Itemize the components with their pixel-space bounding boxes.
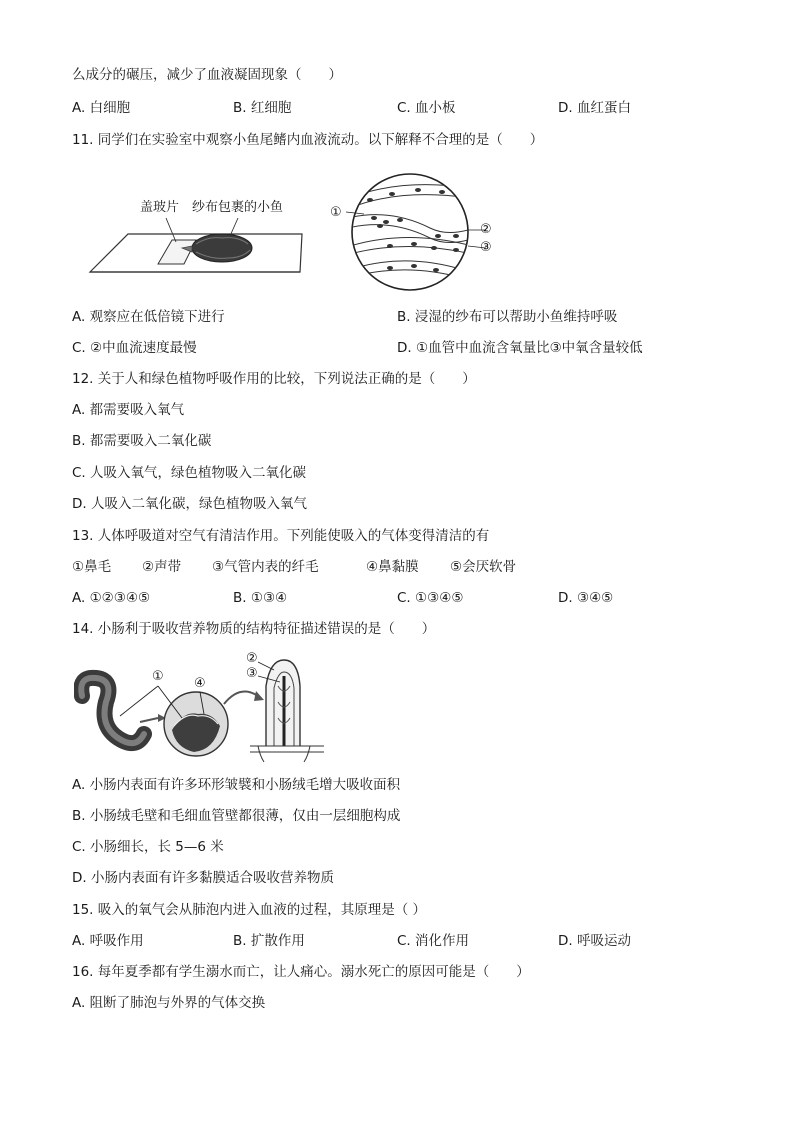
q10-option-c[interactable]: C. 血小板 xyxy=(397,100,456,116)
microscope-field-illustration xyxy=(330,168,500,296)
q14-option-d[interactable]: D. 小肠内表面有许多黏膜适合吸收营养物质 xyxy=(72,870,334,886)
q14-option-a[interactable]: A. 小肠内表面有许多环形皱襞和小肠绒毛增大吸收面积 xyxy=(72,777,401,793)
q13-option-d[interactable]: D. ③④⑤ xyxy=(558,590,614,606)
q16-stem: 16. 每年夏季都有学生溺水而亡，让人痛心。溺水死亡的原因可能是（ ） xyxy=(72,964,530,980)
q12-option-c[interactable]: C. 人吸入氧气，绿色植物吸入二氧化碳 xyxy=(72,465,307,481)
q13-item-2: ②声带 xyxy=(142,559,182,575)
q15-stem: 15. 吸入的氧气会从肺泡内进入血液的过程，其原理是（ ） xyxy=(72,902,427,918)
q15-option-b[interactable]: B. 扩散作用 xyxy=(233,933,305,949)
q15-option-d[interactable]: D. 呼吸运动 xyxy=(558,933,631,949)
q15-option-a[interactable]: A. 呼吸作用 xyxy=(72,933,144,949)
q12-option-a[interactable]: A. 都需要吸入氧气 xyxy=(72,402,185,418)
q11-option-c[interactable]: C. ②中血流速度最慢 xyxy=(72,340,197,356)
marker-2: ② xyxy=(246,651,258,666)
q11-option-d[interactable]: D. ①血管中血流含氧量比③中氧含量较低 xyxy=(397,340,643,356)
marker-3: ③ xyxy=(480,240,492,255)
q16-option-a[interactable]: A. 阻断了肺泡与外界的气体交换 xyxy=(72,995,266,1011)
q10-stem-tail: 么成分的碾压，减少了血液凝固现象（ ） xyxy=(72,67,342,83)
q15-option-c[interactable]: C. 消化作用 xyxy=(397,933,470,949)
q12-stem: 12. 关于人和绿色植物呼吸作用的比较，下列说法正确的是（ ） xyxy=(72,371,476,387)
marker-4: ④ xyxy=(194,676,206,691)
intestine-illustration xyxy=(74,646,336,764)
q13-item-4: ④鼻黏膜 xyxy=(366,559,419,575)
q14-option-b[interactable]: B. 小肠绒毛壁和毛细血管壁都很薄，仅由一层细胞构成 xyxy=(72,808,401,824)
q11-microscope-figure xyxy=(330,168,500,296)
q11-option-a[interactable]: A. 观察应在低倍镜下进行 xyxy=(72,309,225,325)
marker-1: ① xyxy=(330,205,342,220)
marker-2: ② xyxy=(480,222,492,237)
marker-1: ① xyxy=(152,669,164,684)
q14-intestine-figure xyxy=(74,646,336,764)
q12-option-b[interactable]: B. 都需要吸入二氧化碳 xyxy=(72,433,212,449)
fish-label: 纱布包裹的小鱼 xyxy=(192,200,284,215)
coverslip-label: 盖玻片 xyxy=(140,200,180,215)
q11-slide-figure xyxy=(88,190,308,280)
q13-option-b[interactable]: B. ①③④ xyxy=(233,590,288,606)
q13-item-3: ③气管内表的纤毛 xyxy=(212,559,319,575)
q13-option-a[interactable]: A. ①②③④⑤ xyxy=(72,590,151,606)
q13-item-5: ⑤会厌软骨 xyxy=(450,559,517,575)
q14-option-c[interactable]: C. 小肠细长，长 5—6 米 xyxy=(72,839,224,855)
q12-option-d[interactable]: D. 人吸入二氧化碳，绿色植物吸入氧气 xyxy=(72,496,307,512)
q10-option-d[interactable]: D. 血红蛋白 xyxy=(558,100,631,116)
q11-stem: 11. 同学们在实验室中观察小鱼尾鳍内血液流动。以下解释不合理的是（ ） xyxy=(72,132,544,148)
q10-option-a[interactable]: A. 白细胞 xyxy=(72,100,131,116)
q14-stem: 14. 小肠利于吸收营养物质的结构特征描述错误的是（ ） xyxy=(72,621,436,637)
marker-3: ③ xyxy=(246,666,258,681)
q13-option-c[interactable]: C. ①③④⑤ xyxy=(397,590,464,606)
slide-illustration xyxy=(88,190,308,280)
q10-option-b[interactable]: B. 红细胞 xyxy=(233,100,292,116)
q11-option-b[interactable]: B. 浸湿的纱布可以帮助小鱼维持呼吸 xyxy=(397,309,618,325)
q13-stem: 13. 人体呼吸道对空气有清洁作用。下列能使吸入的气体变得清洁的有 xyxy=(72,528,490,544)
q13-item-1: ①鼻毛 xyxy=(72,559,112,575)
